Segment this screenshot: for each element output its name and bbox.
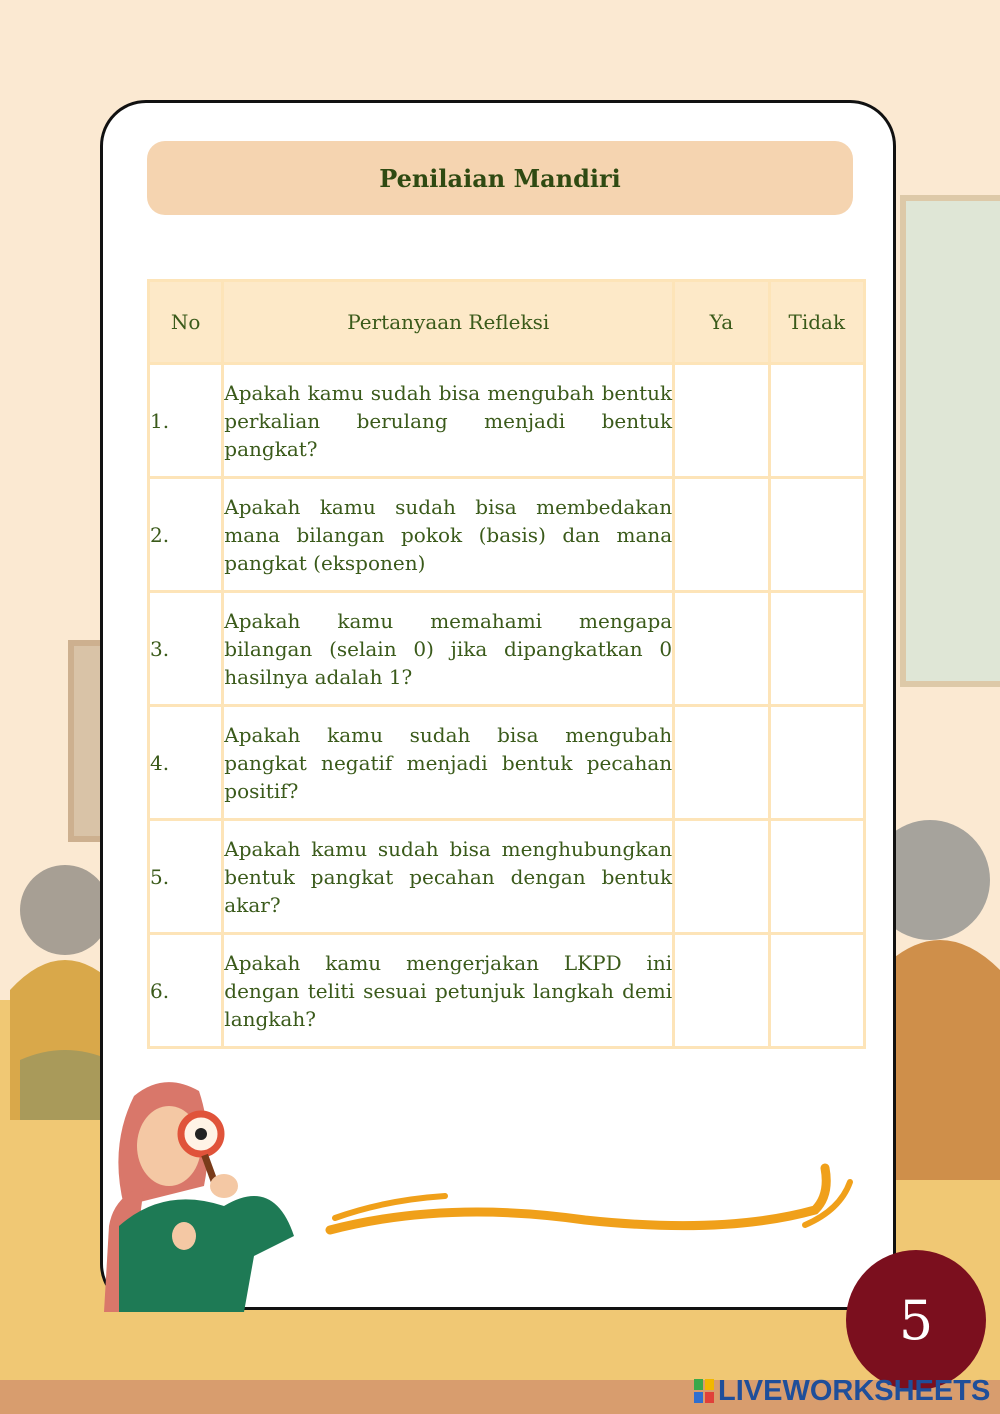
column-header-tidak: Tidak — [769, 281, 864, 364]
answer-ya-cell[interactable] — [674, 820, 769, 934]
row-number: 5. — [149, 820, 223, 934]
answer-ya-cell[interactable] — [674, 706, 769, 820]
answer-tidak-cell[interactable] — [769, 364, 864, 478]
column-header-ya: Ya — [674, 281, 769, 364]
answer-tidak-cell[interactable] — [769, 820, 864, 934]
background-window — [900, 195, 1000, 687]
question-text: Apakah kamu sudah bisa membedakan mana bilangan pokok (basis) dan mana pangkat (eksponen) — [223, 478, 674, 592]
answer-ya-cell[interactable] — [674, 478, 769, 592]
girl-with-magnifier-illustration — [104, 1076, 304, 1312]
decorative-swoosh — [325, 1160, 855, 1240]
answer-tidak-cell[interactable] — [769, 592, 864, 706]
page-number-badge: 5 — [846, 1250, 986, 1390]
table-row — [149, 820, 865, 934]
answer-ya-cell[interactable] — [674, 592, 769, 706]
liveworksheets-logo-icon — [694, 1379, 714, 1403]
self-assessment-table — [147, 279, 866, 1049]
liveworksheets-watermark — [694, 1374, 990, 1408]
row-number: 1. — [149, 364, 223, 478]
table-row — [149, 934, 865, 1048]
question-text: Apakah kamu sudah bisa mengubah bentuk perkalian berulang menjadi bentuk pangkat? — [223, 364, 674, 478]
column-header-question: Pertanyaan Refleksi — [223, 281, 674, 364]
answer-tidak-cell[interactable] — [769, 706, 864, 820]
answer-ya-cell[interactable] — [674, 364, 769, 478]
question-text: Apakah kamu sudah bisa menghubungkan bentuk pangkat pecahan dengan bentuk akar? — [223, 820, 674, 934]
question-text: Apakah kamu memahami mengapa bilangan (selain 0) jika dipangkatkan 0 hasilnya adalah 1? — [223, 592, 674, 706]
answer-tidak-cell[interactable] — [769, 934, 864, 1048]
table-row — [149, 364, 865, 478]
watermark-text: LIVEWORKSHEETS — [718, 1374, 991, 1407]
row-number: 2. — [149, 478, 223, 592]
table-header-row — [149, 281, 865, 364]
background-child-right-illustration — [880, 800, 1000, 1180]
row-number: 3. — [149, 592, 223, 706]
question-text: Apakah kamu sudah bisa mengubah pangkat negatif menjadi bentuk pecahan positif? — [223, 706, 674, 820]
table-row — [149, 478, 865, 592]
question-text: Apakah kamu mengerjakan LKPD ini dengan teliti sesuai petunjuk langkah demi langkah? — [223, 934, 674, 1048]
table-row — [149, 592, 865, 706]
table-row — [149, 706, 865, 820]
column-header-no: No — [149, 281, 223, 364]
page-title: Penilaian Mandiri — [147, 141, 853, 215]
row-number: 6. — [149, 934, 223, 1048]
row-number: 4. — [149, 706, 223, 820]
answer-tidak-cell[interactable] — [769, 478, 864, 592]
answer-ya-cell[interactable] — [674, 934, 769, 1048]
